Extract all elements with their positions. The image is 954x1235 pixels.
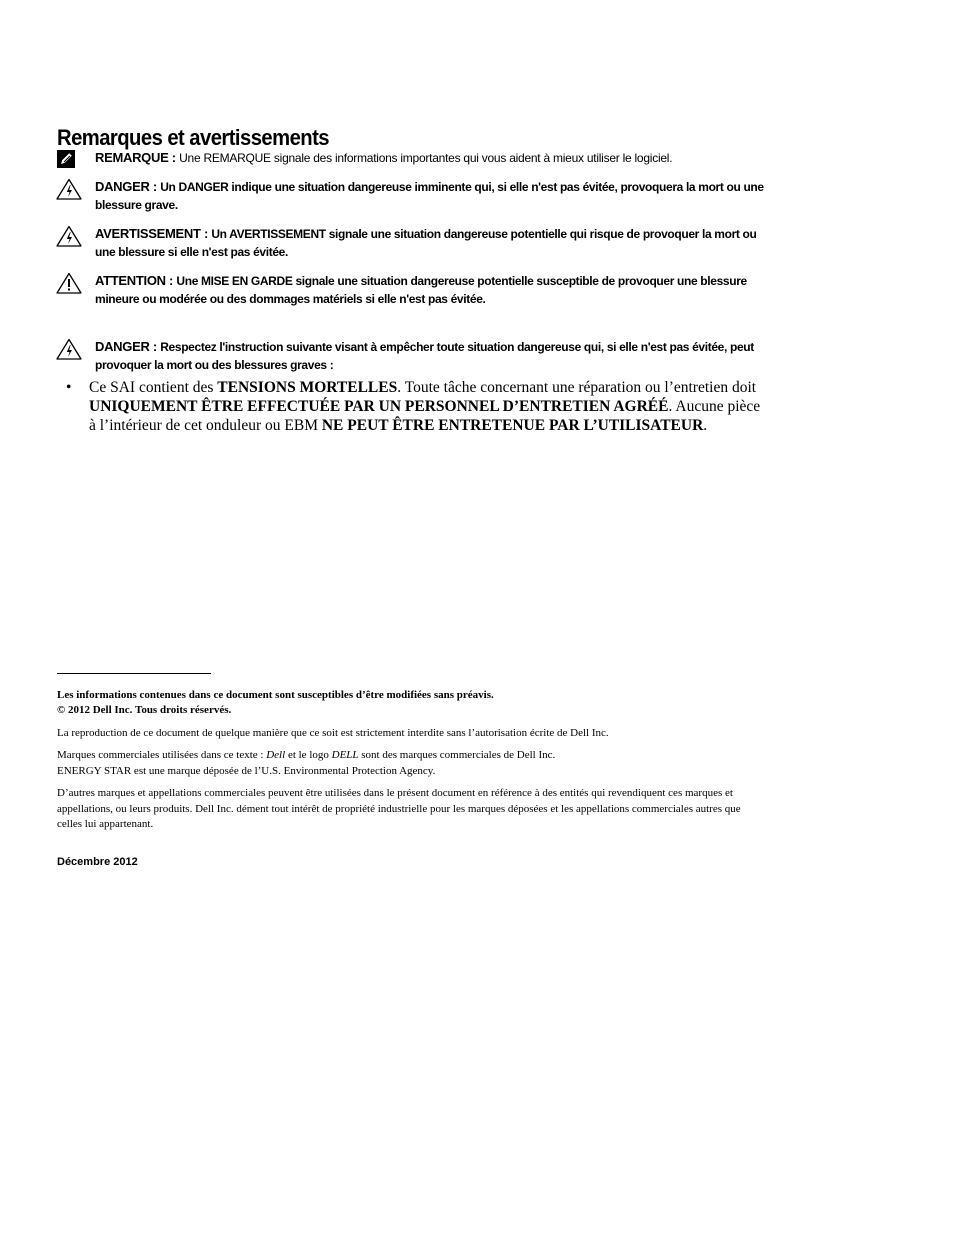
footer-energy-star: ENERGY STAR est une marque déposée de l’U.S. Environmental Protection Agency.: [57, 765, 436, 777]
warning-label: AVERTISSEMENT :: [95, 226, 208, 241]
footer-other-marks: D’autres marques et appellations commerciales peuvent être utilisées dans le présent document en référence à des entités qui revendiquent ces marques et appellations, ou leurs produits. Dell Inc. dément tout intérêt de propriété industrielle pour les marques déposées et les appellations commerciales autres que celles lui appartenant.: [57, 787, 741, 830]
danger-shock-icon: [56, 338, 82, 360]
note-label: REMARQUE :: [95, 150, 176, 165]
footer-info: Les informations contenues dans ce document sont susceptibles d’être modifiées sans préavis.: [57, 689, 494, 701]
bullet-text-part: Ce SAI contient des: [89, 379, 218, 396]
footer-trademarks: [57, 748, 767, 764]
bullet-text-part: . Aucune pièce à l’intérieur de cet onduleur ou EBM: [89, 398, 761, 434]
danger-text: Un DANGER indique une situation dangereuse imminente qui, si elle n'est pas évitée, provoquera la mort ou une blessure grave.: [95, 180, 764, 212]
trademark-dell-logo: DELL: [331, 749, 359, 761]
bullet-text-part: .: [703, 417, 708, 434]
bullet-text-part: . Toute tâche concernant une réparation ou l’entretien doit: [397, 379, 757, 396]
trademarks-text: sont des marques commerciales de Dell Inc.: [358, 749, 556, 761]
danger-shock-icon: [56, 178, 82, 200]
danger-instruction-text: Respectez l'instruction suivante visant à empêcher toute situation dangereuse qui, si elle n'est pas évitée, peut provoquer la mort ou des blessures graves :: [95, 340, 754, 372]
danger-instruction-label: DANGER :: [95, 339, 157, 354]
footer-reproduction: La reproduction de ce document de quelque manière que ce soit est strictement interdite sans l’autorisation écrite de Dell Inc.: [57, 727, 609, 739]
warning-text: Un AVERTISSEMENT signale une situation dangereuse potentielle qui risque de provoquer la mort ou une blessure si elle n'est pas évitée.: [95, 227, 757, 259]
caution-text: Une MISE EN GARDE signale une situation dangereuse potentielle susceptible de provoquer une blessure mineure ou modérée ou des dommages matériels si elle n'est pas évitée.: [95, 274, 747, 306]
bullet-emphasis: UNIQUEMENT ÊTRE EFFECTUÉE PAR UN PERSONNEL D’ENTRETIEN AGRÉÉ: [89, 398, 669, 415]
caution-icon: [56, 272, 82, 294]
publication-date: Décembre 2012: [57, 856, 138, 868]
trademark-dell: Dell: [266, 749, 286, 761]
caution-label: ATTENTION :: [95, 273, 174, 288]
bullet-emphasis: TENSIONS MORTELLES: [217, 379, 398, 396]
bullet-marker: •: [66, 379, 72, 396]
note-pencil-icon: [56, 149, 82, 171]
bullet-text: [89, 378, 769, 435]
page-title: Remarques et avertissements: [57, 124, 329, 150]
bullet-emphasis: NE PEUT ÊTRE ENTRETENUE PAR L’UTILISATEUR: [321, 417, 704, 434]
danger-label: DANGER :: [95, 179, 157, 194]
trademarks-text: et le logo: [285, 749, 332, 761]
footer-copyright: © 2012 Dell Inc. Tous droits réservés.: [57, 704, 232, 716]
warning-shock-icon: [56, 225, 82, 247]
footer-divider: [57, 673, 211, 674]
trademarks-text: Marques commerciales utilisées dans ce texte :: [57, 749, 267, 761]
note-text: Une REMARQUE signale des informations importantes qui vous aident à mieux utiliser le logiciel.: [179, 151, 673, 165]
